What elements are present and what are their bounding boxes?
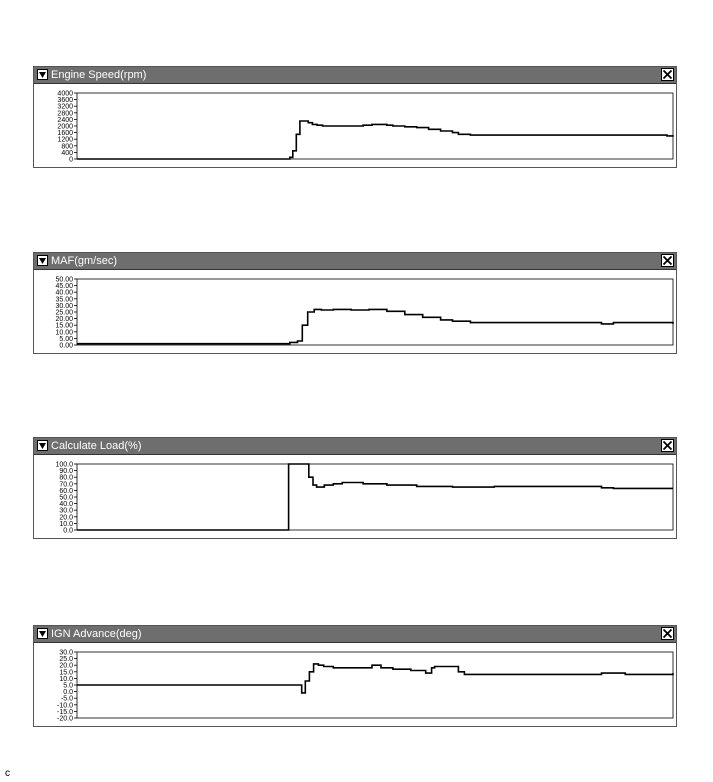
calculate-load-panel xyxy=(33,437,677,539)
y-tick-label: -15.0 xyxy=(57,708,73,716)
engine-speed-panel xyxy=(33,66,677,168)
y-tick-label: 15.00 xyxy=(55,322,73,330)
y-tick-label: 0.00 xyxy=(59,342,73,350)
y-tick-label: 3200 xyxy=(57,103,73,111)
engine-speed-titlebar xyxy=(34,67,676,84)
y-tick-label: 35.00 xyxy=(55,296,73,304)
y-tick-label: 90.0 xyxy=(59,468,73,476)
dropdown-arrow-icon[interactable] xyxy=(37,628,48,639)
y-tick-label: 0.0 xyxy=(63,689,73,697)
y-tick-label: 40.00 xyxy=(55,289,73,297)
y-tick-label: 70.0 xyxy=(59,481,73,489)
y-tick-label: 45.00 xyxy=(55,283,73,291)
y-tick-label: 15.0 xyxy=(59,669,73,677)
y-tick-label: 60.0 xyxy=(59,487,73,495)
ign-advance-series-line xyxy=(77,664,673,693)
y-tick-label: 10.0 xyxy=(59,675,73,683)
plot-frame xyxy=(77,279,673,345)
y-tick-label: 4000 xyxy=(57,90,73,98)
figure-label: c xyxy=(5,768,10,779)
y-tick-label: 50.0 xyxy=(59,494,73,502)
y-tick-label: 30.0 xyxy=(59,649,73,657)
ign-advance-title: IGN Advance(deg) xyxy=(51,628,142,640)
y-tick-label: -10.0 xyxy=(57,702,73,710)
y-tick-label: 2800 xyxy=(57,110,73,118)
y-tick-label: 2000 xyxy=(57,123,73,131)
close-icon[interactable] xyxy=(661,627,674,640)
y-tick-label: -20.0 xyxy=(57,715,73,723)
y-tick-label: -5.0 xyxy=(60,695,73,703)
y-tick-label: 1200 xyxy=(57,136,73,144)
calculate-load-chart xyxy=(34,455,676,537)
y-tick-label: 5.00 xyxy=(59,335,73,343)
maf-titlebar xyxy=(34,253,676,270)
plot-frame xyxy=(77,93,673,159)
maf-series-line xyxy=(77,309,673,343)
y-tick-label: 2400 xyxy=(57,116,73,124)
dropdown-arrow-icon[interactable] xyxy=(37,440,48,451)
maf-title: MAF(gm/sec) xyxy=(51,255,117,267)
plot-frame xyxy=(77,464,673,530)
maf-panel xyxy=(33,252,677,354)
engine-speed-series-line xyxy=(77,121,673,159)
close-icon[interactable] xyxy=(661,68,674,81)
calculate-load-titlebar xyxy=(34,438,676,455)
y-tick-label: 40.0 xyxy=(59,501,73,509)
y-tick-label: 25.0 xyxy=(59,656,73,664)
y-tick-label: 80.0 xyxy=(59,474,73,482)
y-tick-label: 10.0 xyxy=(59,520,73,528)
y-tick-label: 0 xyxy=(69,156,73,164)
y-tick-label: 800 xyxy=(61,143,73,151)
y-tick-label: 30.00 xyxy=(55,302,73,310)
y-tick-label: 25.00 xyxy=(55,309,73,317)
y-tick-label: 20.0 xyxy=(59,514,73,522)
y-tick-label: 20.0 xyxy=(59,662,73,670)
ign-advance-titlebar xyxy=(34,626,676,643)
y-tick-label: 20.00 xyxy=(55,316,73,324)
y-tick-label: 50.00 xyxy=(55,276,73,284)
dropdown-arrow-icon[interactable] xyxy=(37,69,48,80)
calculate-load-series-line xyxy=(77,464,673,530)
y-tick-label: 100.0 xyxy=(55,461,73,469)
ign-advance-panel xyxy=(33,625,677,727)
maf-chart xyxy=(34,270,676,352)
y-tick-label: 3600 xyxy=(57,97,73,105)
y-tick-label: 0.0 xyxy=(63,527,73,535)
ign-advance-chart xyxy=(34,643,676,725)
y-tick-label: 30.0 xyxy=(59,507,73,515)
close-icon[interactable] xyxy=(661,439,674,452)
y-tick-label: 10.00 xyxy=(55,329,73,337)
y-tick-label: 5.0 xyxy=(63,682,73,690)
y-tick-label: 1600 xyxy=(57,130,73,138)
calculate-load-title: Calculate Load(%) xyxy=(51,440,142,452)
y-tick-label: 400 xyxy=(61,149,73,157)
engine-speed-chart xyxy=(34,84,676,166)
engine-speed-title: Engine Speed(rpm) xyxy=(51,69,147,81)
close-icon[interactable] xyxy=(661,254,674,267)
dropdown-arrow-icon[interactable] xyxy=(37,255,48,266)
